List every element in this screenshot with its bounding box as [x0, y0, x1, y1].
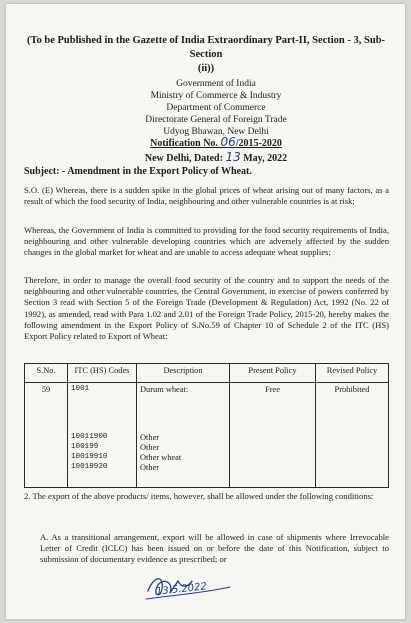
notification-date-handwritten: 13 — [225, 149, 241, 164]
main-description: Durum wheat: — [140, 385, 189, 394]
sub-code: 10011900 — [71, 433, 108, 441]
cell-sno: 59 — [25, 383, 68, 488]
table-row — [25, 383, 389, 488]
notification-document — [6, 4, 405, 619]
sub-description: Other — [140, 433, 160, 442]
issuer-block — [116, 78, 316, 138]
sub-code-list — [71, 432, 133, 472]
cell-itc-codes — [68, 383, 137, 488]
notification-number-suffix: /2015-2020 — [235, 138, 282, 149]
paragraph-conditions: 2. The export of the above products/ items, however, shall be allowed under the following conditions: — [24, 491, 374, 501]
header-itc-codes: ITC (HS) Codes — [68, 364, 137, 383]
sub-description-list — [140, 433, 226, 473]
issuer-line-3: Department of Commerce — [166, 103, 266, 113]
notification-date-prefix: New Delhi, Dated: — [144, 152, 223, 164]
issuer-line-2: Ministry of Commerce & Industry — [150, 91, 282, 101]
notification-date-suffix: May, 2022 — [243, 152, 288, 164]
gazette-header — [24, 34, 388, 76]
cell-present-policy: Free — [230, 383, 316, 488]
sub-code: 10019910 — [71, 453, 108, 461]
notification-date — [116, 151, 316, 166]
header-description: Description — [137, 364, 230, 383]
paragraph-whereas-1: S.O. (E) Whereas, there is a sudden spike in the global prices of wheat arising out of many factors, as a result of which the food security of India, neighbouring and other vulnerable countries is at risk; — [24, 185, 389, 207]
header-sno: S.No. — [25, 364, 68, 383]
sub-description: Other — [140, 443, 160, 452]
sub-description: Other wheat — [140, 453, 182, 462]
notification-number-handwritten: 06 — [220, 135, 236, 149]
issuer-line-4: Directorate General of Foreign Trade — [145, 115, 287, 125]
notification-number — [116, 136, 316, 151]
gazette-line-2: (ii)) — [197, 63, 215, 74]
subject-line: Subject: - Amendment in the Export Policy of Wheat. — [24, 166, 252, 177]
signature-date: 13.5.2022 — [155, 581, 208, 598]
itc-policy-table — [24, 363, 389, 488]
notification-number-prefix: Notification No. — [150, 138, 218, 149]
notification-block — [116, 136, 316, 165]
sub-code: 100199 — [71, 443, 99, 451]
header-revised-policy: Revised Policy — [316, 364, 389, 383]
header-present-policy: Present Policy — [230, 364, 316, 383]
paragraph-whereas-2: Whereas, the Government of India is committed to providing for the food security requirements of India, neighbouring and other vulnerable developing countries which are adversely affected by the sudden changes in the global market for wheat and are unable to access adequate wheat supplies; — [24, 225, 389, 258]
paragraph-therefore: Therefore, in order to manage the overall food security of the country and to support the needs of the neighbouring and other vulnerable countries, the Central Government, in exercise of powers conferred by Section 3 read with Section 5 of the Foreign Trade (Development & Regulation) Act, 1992 (No. 22 of 1992), as amended, read with Para 1.02 and 2.01 of the Foreign Trade Policy, 2015-20, hereby makes the following amendment in the Export Policy of S.No.59 of Chapter 10 of Schedule 2 of the ITC (HS) Export Policy related to Export of Wheat: — [24, 275, 389, 342]
issuer-line-5: Udyog Bhawan, New Delhi — [163, 127, 269, 137]
gazette-line-1: (To be Published in the Gazette of India Extraordinary Part-II, Section - 3, Sub-Section — [26, 35, 386, 60]
cell-description — [137, 383, 230, 488]
paragraph-condition-a: A. As a transitional arrangement, export will be allowed in case of shipments where Irrevocable Letter of Credit (ICLC) has been issued on or before the date of this Notification, subject to submission of documentary evidence as prescribed; or — [40, 532, 389, 565]
sub-description: Other — [140, 463, 160, 472]
cell-revised-policy: Prohibited — [316, 383, 389, 488]
main-code: 1001 — [71, 385, 90, 393]
issuer-line-1: Government of India — [176, 79, 256, 89]
sub-code: 10019920 — [71, 463, 108, 471]
table-header-row — [25, 364, 389, 383]
